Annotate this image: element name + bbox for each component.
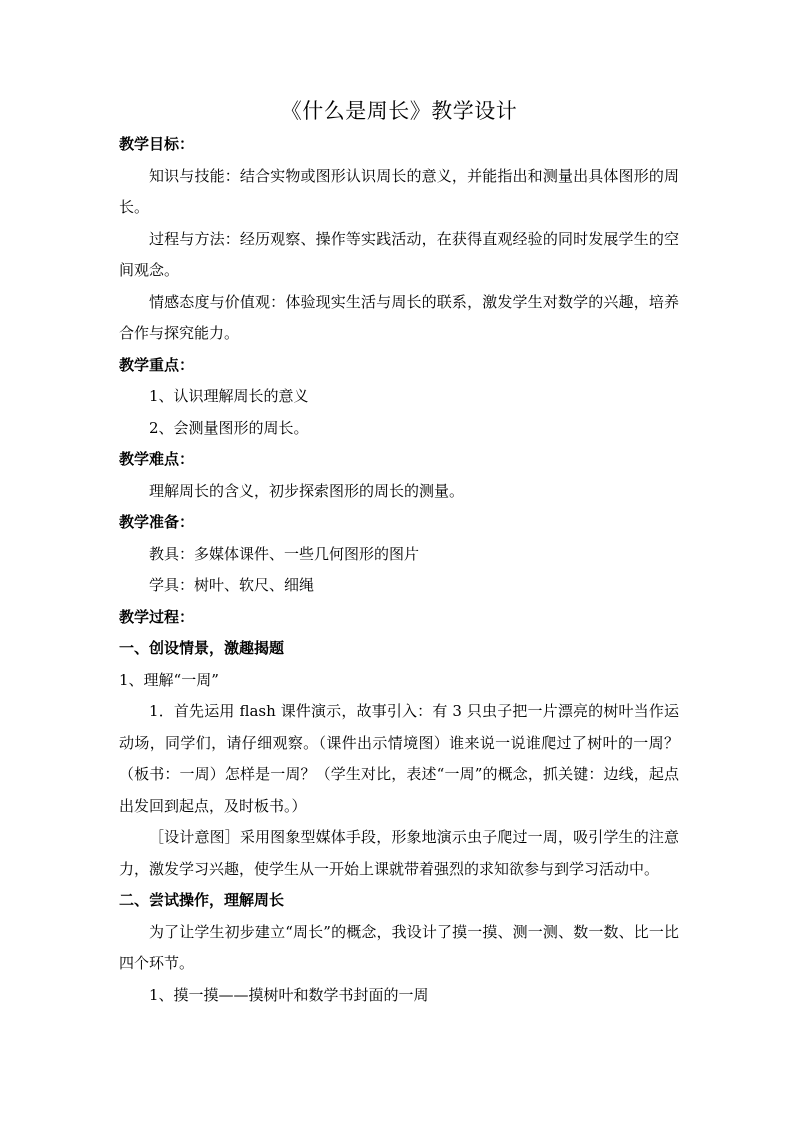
key-points-heading: 教学重点： xyxy=(119,355,195,374)
objective-process: 过程与方法：经历观察、操作等实践活动，在获得直观经验的同时发展学生的空间观念。 xyxy=(119,229,679,279)
part1-heading: 一、创设情景，激趣揭题 xyxy=(119,639,285,657)
objective-attitude: 情感态度与价值观：体验现实生活与周长的联系，激发学生对数学的兴趣，培养合作与探究能力。 xyxy=(119,292,679,342)
key-point-2: 2、会测量图形的周长。 xyxy=(149,418,309,437)
difficulty-heading: 教学难点： xyxy=(119,450,195,468)
difficulty-item: 理解周长的含义，初步探索图形的周长的测量。 xyxy=(149,481,465,500)
preparation-student: 学具：树叶、软尺、细绳 xyxy=(149,576,315,594)
part2-subheading: 1、摸一摸——摸树叶和数学书封面的一周 xyxy=(149,985,429,1004)
key-point-1: 1、认识理解周长的意义 xyxy=(149,387,309,405)
objective-knowledge: 知识与技能：结合实物或图形认识周长的意义，并能指出和测量出具体图形的周长。 xyxy=(119,166,679,216)
part2-heading: 二、尝试操作，理解周长 xyxy=(119,891,285,909)
preparation-teacher: 教具：多媒体课件、一些几何图形的图片 xyxy=(149,544,420,563)
part2-paragraph-intro: 为了让学生初步建立“周长”的概念，我设计了摸一摸、测一测、数一数、比一比四个环节。 xyxy=(119,922,679,972)
objectives-heading: 教学目标： xyxy=(119,135,195,153)
part1-subheading: 1、理解“一周” xyxy=(119,670,219,689)
part1-paragraph-design-intent: ［设计意图］采用图象型媒体手段，形象地演示虫子爬过一周，吸引学生的注意力，激发学习兴趣，使学生从一开始上课就带着强烈的求知欲参与到学习活动中。 xyxy=(119,828,679,878)
part1-paragraph-story: 1．首先运用 flash 课件演示，故事引入：有 3 只虫子把一片漂亮的树叶当作运动场，同学们，请仔细观察。（课件出示情境图）谁来说一说谁爬过了树叶的一周？（板书：一周）怎样是一周？（学生对比，表述“一周”的概念，抓关键：边线，起点出发回到起点，及时板书。） xyxy=(119,702,679,815)
document-title: 《什么是周长》教学设计 xyxy=(280,99,518,123)
document-page xyxy=(119,93,679,1011)
process-heading: 教学过程： xyxy=(119,607,195,626)
preparation-heading: 教学准备： xyxy=(119,513,195,531)
